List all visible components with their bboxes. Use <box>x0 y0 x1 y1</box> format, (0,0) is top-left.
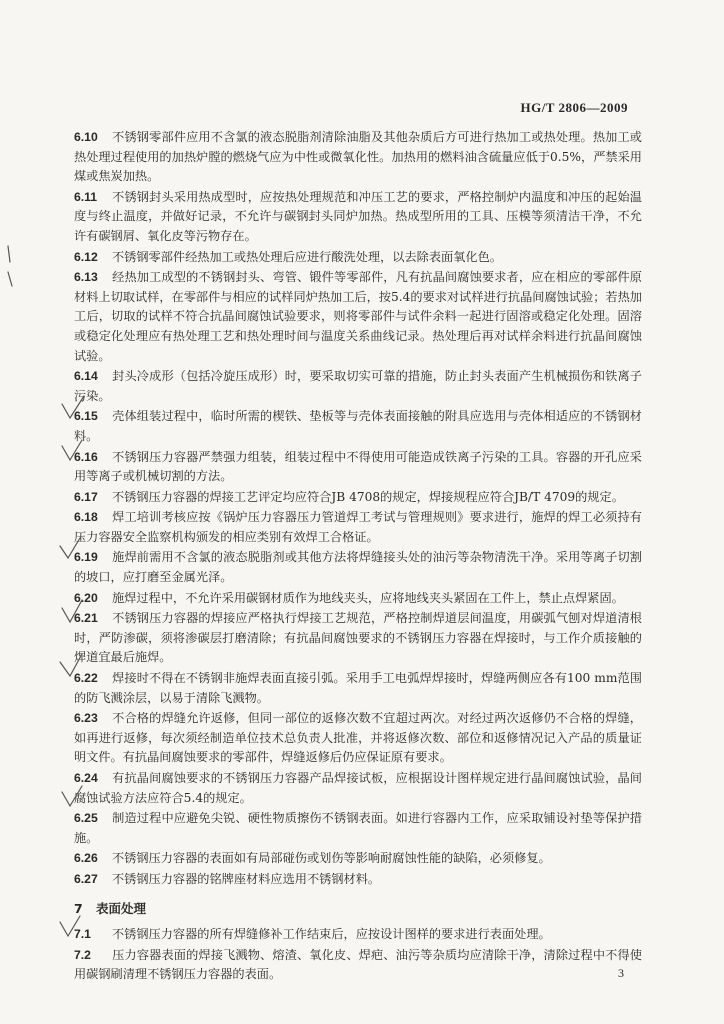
clause-text: 不锈钢封头采用热成型时，应按热处理规范和冲压工艺的要求，严格控制炉内温度和冲压的起始温度与终止温度，并做好记录，不允许与碳钢封头同炉加热。热成型所用的工具、压模等须清洁干净，不允许有碳钢屑、氧化皮等污物存在。 <box>74 189 642 243</box>
clause-text: 不锈钢压力容器的焊接应严格执行焊接工艺规范，严格控制焊道层间温度，用碳弧气刨对焊道清根时，严防渗碳，须将渗碳层打磨清除；有抗晶间腐蚀要求的不锈钢压力容器在焊接时，与工作介质接触的焊道宜最后施焊。 <box>74 611 642 665</box>
clause-text: 不锈钢压力容器严禁强力组装，组装过程中不得使用可能造成铁离子污染的工具。容器的开孔应采用等离子或机械切割的方法。 <box>74 449 642 484</box>
clause-number: 6.19 <box>74 550 98 565</box>
clause-6-25 <box>74 809 642 848</box>
clause-number: 6.21 <box>74 611 98 626</box>
clause-number: 6.26 <box>74 851 98 866</box>
clause-6-12 <box>74 248 642 268</box>
clause-number: 7.1 <box>74 927 91 942</box>
standard-code: HG/T 2806—2009 <box>520 100 628 115</box>
clause-number: 6.18 <box>74 510 98 525</box>
clause-number: 6.22 <box>74 671 98 686</box>
clause-text: 施焊前需用不含氯的液态脱脂剂或其他方法将焊缝接头处的油污等杂物清洗干净。采用等离子切割的坡口，应打磨至金属光泽。 <box>74 550 642 585</box>
clause-text: 不锈钢零部件应用不含氯的液态脱脂剂清除油脂及其他杂质后方可进行热加工或热处理。热加工或热处理过程使用的加热炉膛的燃烧气应为中性或微氧化性。加热用的燃料油含硫量应低于0.5%，严禁采用煤或焦炭加热。 <box>74 130 642 184</box>
clause-number: 6.17 <box>74 489 98 504</box>
clause-number: 6.27 <box>74 871 98 886</box>
clause-number: 6.24 <box>74 771 98 785</box>
clause-text: 不锈钢压力容器的表面如有局部碰伤或划伤等影响耐腐蚀性能的缺陷，必须修复。 <box>112 851 551 866</box>
margin-bracket-mark <box>8 246 12 286</box>
clause-text: 经热加工成型的不锈钢封头、弯管、锻件等零部件，凡有抗晶间腐蚀要求者，应在相应的零部件原材料上切取试样，在零部件与相应的试样同炉热加工后，按5.4的要求对试样进行抗晶间腐蚀试验；若热加工后，切取的试样不符合抗晶间腐蚀试验要求，则将零部件与试件余料一起进行固溶或稳定化处理。固溶或稳定化处理应有热处理工艺和热处理时间与温度关系曲线记录。热处理后再对试样余料进行抗晶间腐蚀试验。 <box>74 270 642 363</box>
clause-6-20 <box>74 589 642 609</box>
clause-text: 不锈钢零部件经热加工或热处理后应进行酸洗处理，以去除表面氧化色。 <box>112 249 502 264</box>
clause-text: 不锈钢压力容器的铭牌座材料应选用不锈钢材料。 <box>112 871 381 886</box>
clause-6-26 <box>74 849 642 869</box>
clause-number: 6.15 <box>74 409 98 424</box>
clause-6-18 <box>74 508 642 547</box>
clause-6-11 <box>74 188 642 247</box>
clause-7-2 <box>74 946 642 985</box>
clause-6-24 <box>74 769 642 808</box>
document-body <box>74 128 642 986</box>
clause-number: 6.11 <box>74 189 98 204</box>
clause-text: 压力容器表面的焊接飞溅物、熔渣、氧化皮、焊疤、油污等杂质均应清除干净，清除过程中不得使用碳钢刷清理不锈钢压力容器的表面。 <box>74 947 642 982</box>
clause-text: 制造过程中应避免尖锐、硬性物质擦伤不锈钢表面。如进行容器内工作，应采取铺设衬垫等保护措施。 <box>74 811 642 845</box>
clause-7-1 <box>74 925 642 945</box>
clause-6-10 <box>74 128 642 187</box>
clause-6-13 <box>74 268 642 366</box>
clause-6-23 <box>74 709 642 768</box>
clause-text: 壳体组装过程中，临时所需的楔铁、垫板等与壳体表面接触的附具应选用与壳体相适应的不锈钢材料。 <box>74 409 642 443</box>
clause-text: 焊接时不得在不锈钢非施焊表面直接引弧。采用手工电弧焊焊接时，焊缝两侧应各有100 mm范围的防飞溅涂层，以易于清除飞溅物。 <box>74 671 642 705</box>
clause-text: 焊工培训考核应按《锅炉压力容器压力管道焊工考试与管理规则》要求进行，施焊的焊工必须持有压力容器安全监察机构颁发的相应类别有效焊工合格证。 <box>74 510 642 544</box>
clause-6-21 <box>74 609 642 668</box>
clause-number: 6.20 <box>74 590 98 605</box>
page-number: 3 <box>618 966 624 980</box>
clause-number: 6.13 <box>74 270 98 285</box>
clause-6-17 <box>74 488 642 508</box>
clause-text: 不锈钢压力容器的所有焊缝修补工作结束后，应按设计图样的要求进行表面处理。 <box>112 927 551 942</box>
clause-6-19 <box>74 548 642 587</box>
clause-text: 不锈钢压力容器的焊接工艺评定均应符合JB 4708的规定，焊接规程应符合JB/T 4709的规定。 <box>112 489 624 504</box>
clause-number: 6.14 <box>74 369 98 384</box>
clause-number: 7.2 <box>74 947 91 962</box>
clause-text: 封头冷成形（包括冷旋压成形）时，要采取切实可靠的措施，防止封头表面产生机械损伤和铁离子污染。 <box>74 369 642 403</box>
clause-text: 施焊过程中，不允许采用碳钢材质作为地线夹头，应将地线夹头紧固在工件上，禁止点焊紧固。 <box>112 590 624 605</box>
section-title: 表面处理 <box>96 900 147 916</box>
section-number: 7 <box>74 900 83 916</box>
clause-text: 不合格的焊缝允许返修，但同一部位的返修次数不宜超过两次。对经过两次返修仍不合格的焊缝，如再进行返修，每次须经制造单位技术总负责人批准，并将返修次数、部位和返修情况记入产品的质量证明文件。有抗晶间腐蚀要求的零部件，焊缝返修后仍应保证原有要求。 <box>74 711 642 765</box>
section-7-heading <box>74 899 642 919</box>
clause-6-16 <box>74 448 642 487</box>
clause-number: 6.12 <box>74 249 98 264</box>
clause-number: 6.25 <box>74 811 98 826</box>
clause-6-22 <box>74 669 642 708</box>
clause-number: 6.16 <box>74 449 98 464</box>
clause-6-27 <box>74 870 642 890</box>
clause-6-15 <box>74 407 642 446</box>
clause-number: 6.10 <box>74 130 98 144</box>
clause-number: 6.23 <box>74 711 98 726</box>
clause-text: 有抗晶间腐蚀要求的不锈钢压力容器产品焊接试板，应根据设计图样规定进行晶间腐蚀试验，晶间腐蚀试验方法应符合5.4的规定。 <box>74 771 642 805</box>
clause-6-14 <box>74 367 642 406</box>
